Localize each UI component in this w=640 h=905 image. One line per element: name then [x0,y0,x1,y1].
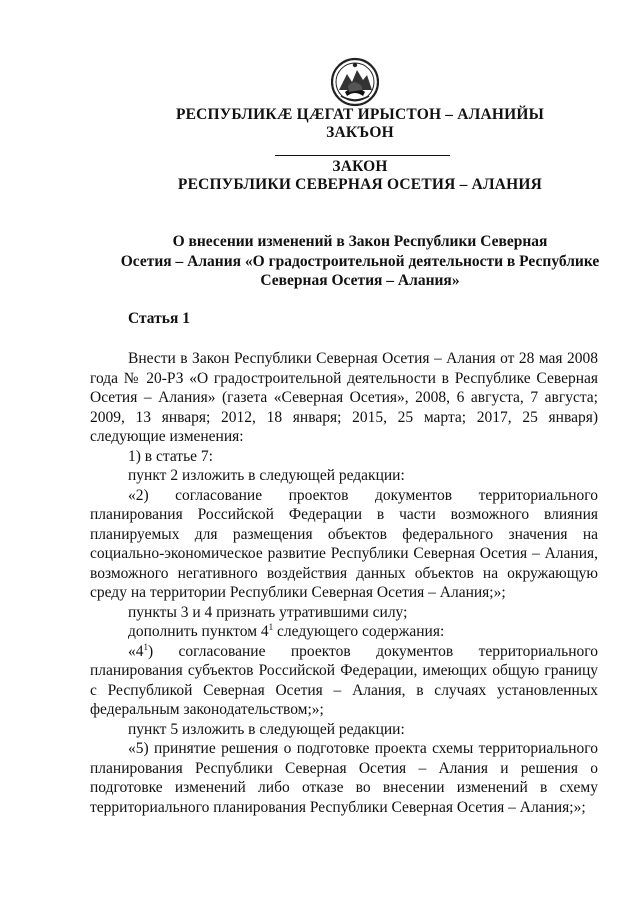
article-heading: Статья 1 [128,310,190,327]
body-paragraph-item: пункт 2 изложить в следующей редакции: [128,467,405,484]
body-paragraph-item: 1) в статье 7: [128,447,213,465]
title-line-2: Осетия – Алания «О градостроительной деятельности в Республике [120,252,600,270]
body-paragraph-quote: «2) согласование проектов документов территориального планирования Российской Федерации в части возможного влияния планируемых для размещения объектов федерального значения на социально-экономическое развитие Республики Северная Осетия – Алания, возможного негативного воздействия данных объектов на окружающую среду на территории Республики Северная Осетия – Алания;»; [90,486,598,601]
header-divider [275,155,450,156]
superscript: 1 [143,641,148,652]
body-paragraph-item: пункты 3 и 4 признать утратившими силу; [128,603,408,621]
header-law-ossetian: ЗАКЪОН [326,124,394,141]
header-republic-russian: РЕСПУБЛИКИ СЕВЕРНАЯ ОСЕТИЯ – АЛАНИЯ [177,176,543,193]
body-paragraph-intro: Внести в Закон Республики Северная Осетия – Алания от 28 мая 2008 года № 20-РЗ «О градостроительной деятельности в Республике Северная Осетия – Алания» (газета «Северная Осетия», 2008, 6 августа, 7 августа; 2009, 13 января; 2012, 18 января; 2015, 25 марта; 2017, 25 января) следующие изменения: [90,350,598,445]
text-fragment: дополнить пунктом 4 [128,623,269,640]
title-line-1: О внесении изменений в Закон Республики Северная [172,233,548,250]
text-fragment: следующего содержания: [273,623,445,640]
header-law-russian: ЗАКОН [332,158,388,175]
text-fragment: ) согласование проектов документов территориального планирования субъектов Российской Федерации, имеющих общую границу с Республикой Северная Осетия – Алания, в случаях установленных федеральным законодательством;»; [90,642,598,718]
coat-of-arms-emblem [331,56,379,108]
document-body [90,349,598,817]
body-paragraph-item: пункт 5 изложить в следующей редакции: [128,720,405,738]
body-paragraph-item [90,622,598,642]
coat-of-arms-icon [331,56,379,108]
header-republic-ossetian: РЕСПУБЛИКӔ ЦӔГАТ ИРЫСТОН – АЛАНИЙЫ [175,106,545,123]
body-paragraph-quote: «5) принятие решения о подготовке проекта схемы территориального планирования Республики Северная Осетия – Алания и решения о подготовке изменений либо отказе во внесении изменений в схему территориального планирования Республики Северная Осетия – Алания;»; [90,740,598,816]
document-title [95,232,625,291]
superscript: 1 [268,621,274,632]
body-paragraph-quote [90,642,598,720]
title-line-3: Северная Осетия – Алания» [260,272,460,289]
text-fragment: «4 [128,642,144,660]
